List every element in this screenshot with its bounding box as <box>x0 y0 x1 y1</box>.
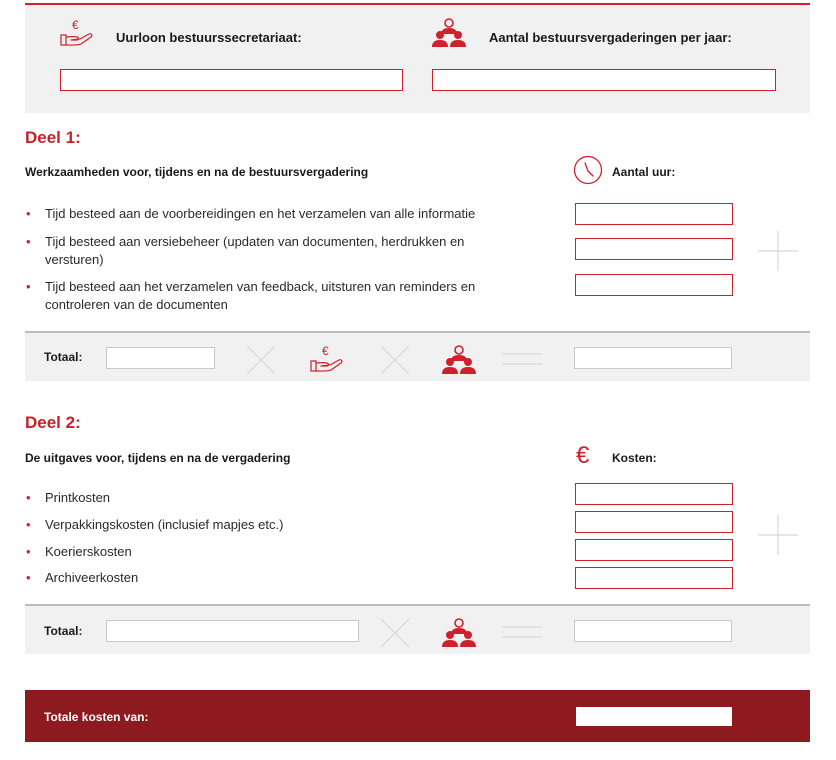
part2-result-input[interactable] <box>574 620 732 642</box>
multiply-icon <box>380 345 410 375</box>
hours-input-1[interactable] <box>575 203 733 225</box>
meetings-per-year-label: Aantal bestuursvergaderingen per jaar: <box>489 30 732 45</box>
cost-input-2[interactable] <box>575 511 733 533</box>
costs-column-label: Kosten: <box>612 451 657 465</box>
part2-item-1: Printkosten <box>45 490 111 505</box>
plus-icon <box>758 515 798 555</box>
part2-subtitle: De uitgaves voor, tijdens en na de vergadering <box>25 451 291 465</box>
part1-result-input[interactable] <box>574 347 732 369</box>
cost-input-4[interactable] <box>575 567 733 589</box>
multiply-icon <box>246 345 276 375</box>
bullet: • <box>26 206 31 221</box>
hand-euro-icon <box>308 344 348 376</box>
svg-text:€: € <box>72 18 79 32</box>
cost-input-3[interactable] <box>575 539 733 561</box>
bullet: • <box>26 570 31 585</box>
bullet: • <box>26 517 31 532</box>
part1-title: Deel 1: <box>25 128 81 147</box>
hours-input-2[interactable] <box>575 238 733 260</box>
plus-icon <box>758 231 798 271</box>
part2-total-label: Totaal: <box>44 624 83 638</box>
part2-title: Deel 2: <box>25 413 81 432</box>
hourly-wage-label: Uurloon bestuurssecretariaat: <box>116 30 302 45</box>
cost-input-1[interactable] <box>575 483 733 505</box>
part2-item-4: Archiveerkosten <box>45 570 139 585</box>
hours-column-label: Aantal uur: <box>612 165 676 179</box>
top-panel <box>25 3 810 113</box>
multiply-icon <box>380 618 410 648</box>
final-total-input[interactable] <box>576 707 732 726</box>
part1-total-label: Totaal: <box>44 350 83 364</box>
bullet: • <box>26 544 31 559</box>
part1-item-2-line2: versturen) <box>45 252 104 267</box>
equals-icon <box>502 352 542 366</box>
svg-text:€: € <box>322 344 329 358</box>
part1-subtitle: Werkzaamheden voor, tijdens en na de bestuursvergadering <box>25 165 369 179</box>
part1-item-3-line2: controleren van de documenten <box>45 297 228 312</box>
part2-total-input[interactable] <box>106 620 359 642</box>
people-group-icon <box>430 18 468 48</box>
meetings-per-year-input[interactable] <box>432 69 776 91</box>
part1-item-2-line1: Tijd besteed aan versiebeheer (updaten van documenten, herdrukken en <box>45 234 465 249</box>
bullet: • <box>26 279 31 294</box>
bullet: • <box>26 234 31 249</box>
clock-icon <box>573 155 603 185</box>
part2-item-2: Verpakkingskosten (inclusief mapjes etc.) <box>45 517 284 532</box>
part1-item-1: Tijd besteed aan de voorbereidingen en het verzamelen van alle informatie <box>45 206 476 221</box>
part1-item-3-line1: Tijd besteed aan het verzamelen van feedback, uitsturen van reminders en <box>45 279 476 294</box>
people-group-icon <box>440 618 478 648</box>
hours-input-3[interactable] <box>575 274 733 296</box>
people-group-icon <box>440 345 478 375</box>
euro-icon: € <box>576 442 590 469</box>
part1-total-input[interactable] <box>106 347 215 369</box>
bullet: • <box>26 490 31 505</box>
hourly-wage-input[interactable] <box>60 69 403 91</box>
final-total-label: Totale kosten van: <box>44 710 149 724</box>
part2-item-3: Koerierskosten <box>45 544 132 559</box>
equals-icon <box>502 625 542 639</box>
hand-euro-icon <box>58 18 98 50</box>
